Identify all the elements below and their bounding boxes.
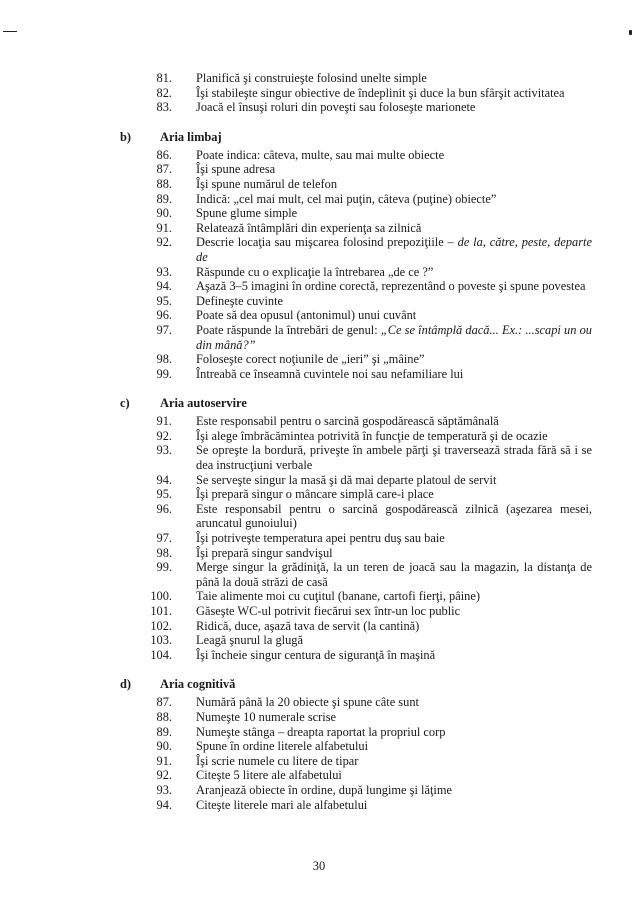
list-item: 87. Numără până la 20 obiecte şi spune câte sunt [156, 695, 419, 710]
list-item: 99. Merge singur la grădiniţă, la un teren de joacă sau la magazin, la distanţa de până la două străzi de casă [156, 560, 592, 589]
section-aria-limbaj [120, 130, 620, 382]
list-item: 102. Ridică, duce, aşază tava de servit (la cantină) [150, 618, 420, 633]
list-item: 93. Răspunde cu o explicaţie la întrebarea „de ce ?” [156, 264, 434, 279]
list-item: 89. Numeşte stânga – dreapta raportat la propriul corp [156, 724, 446, 739]
list-item: 91. Relatează întâmplări din experienţa sa zilnică [156, 220, 422, 235]
list-item: 92. Citeşte 5 litere ale alfabetului [156, 768, 342, 783]
list-item: 100. Taie alimente moi cu cuţitul (banane, cartofi fierţi, pâine) [150, 589, 480, 604]
list-item: 101. Găseşte WC-ul potrivit fiecărui sex într-un loc public [150, 604, 461, 618]
list-item: 98. Foloseşte corect noţiunile de „ieri” şi „mâine” [156, 352, 425, 367]
list-item: 92. Descrie locaţia sau mişcarea folosind prepoziţiile – de la, către, peste, departe de [156, 235, 592, 264]
list-item: 92. Îşi alege îmbrăcămintea potrivită în funcţie de temperatură şi de ocazie [156, 428, 548, 443]
list-item: 91. Îşi scrie numele cu litere de tipar [156, 753, 359, 768]
list-item: 96. Este responsabil pentru o sarcină gospodărească zilnică (aşezarea mesei, aruncatul gunoiului) [156, 501, 592, 531]
page-number: 30 [312, 859, 326, 873]
list-item: 91. Este responsabil pentru o sarcină gospodărească săptămânală [156, 414, 499, 429]
list-item: 95. Îşi prepară singur o mâncare simplă care-i place [156, 487, 434, 502]
list-item: 103. Leagă şnurul la glugă [150, 633, 304, 648]
list-item: 82. Îşi stabileşte singur obiective de îndeplinit şi duce la bun sfârşit activitatea [156, 85, 565, 100]
intro-list [120, 71, 620, 115]
list-item: 88. Numeşte 10 numerale scrise [156, 709, 337, 724]
list-item: 89. Indică: „cel mai mult, cel mai puţin, câteva (puţine) obiecte” [156, 191, 497, 206]
section-aria-cognitiva [120, 677, 620, 812]
list-item: 90. Spune în ordine literele alfabetului [156, 739, 369, 754]
list-item: 86. Poate indica: câteva, multe, sau mai multe obiecte [156, 147, 445, 162]
scan-margin-mark [3, 31, 17, 32]
list-item: 97. Îşi potriveşte temperatura apei pentru duş sau baie [156, 531, 445, 546]
list-item: 81. Planifică şi construieşte folosind unelte simple [156, 71, 427, 85]
list-item: 96. Poate să dea opusul (antonimul) unui cuvânt [156, 308, 417, 323]
list-item: 97. Poate răspunde la întrebări de genul: „Ce se întâmplă dacă... Ex.: ...scapi un ou din mână?” [156, 322, 592, 352]
section-heading: d) Aria cognitivă [120, 677, 236, 692]
list-item: 93. Se opreşte la bordură, priveşte în ambele părţi şi traversează strada fără să i se dea instrucţiuni verbale [156, 443, 592, 473]
list-item: 95. Defineşte cuvinte [156, 293, 284, 308]
list-item: 94. Citeşte literele mari ale alfabetului [156, 797, 368, 812]
list-item: 87. Îşi spune adresa [156, 162, 276, 177]
section-heading: b) Aria limbaj [120, 129, 222, 144]
list-item: 83. Joacă el însuşi roluri din poveşti sau foloseşte marionete [156, 100, 476, 115]
list-item: 99. Întreabă ce înseamnă cuvintele noi sau nefamiliare lui [156, 366, 464, 381]
list-item: 104. Îşi încheie singur centura de siguranţă în maşină [150, 647, 436, 662]
section-heading: c) Aria autoservire [120, 396, 247, 411]
list-item: 94. Se serveşte singur la masă şi dă mai departe platoul de servit [156, 472, 497, 487]
list-item: 88. Îşi spune numărul de telefon [156, 176, 338, 191]
list-item: 90. Spune glume simple [156, 206, 298, 221]
section-aria-autoservire [120, 396, 620, 662]
list-item: 93. Aranjează obiecte în ordine, după lungime şi lăţime [156, 782, 452, 797]
list-item: 94. Aşază 3–5 imagini în ordine corectă, reprezentând o poveste şi spune povestea [156, 279, 586, 294]
scan-speck [629, 30, 632, 35]
list-item: 98. Îşi prepară singur sandvişul [156, 545, 333, 560]
document-body [120, 71, 620, 812]
